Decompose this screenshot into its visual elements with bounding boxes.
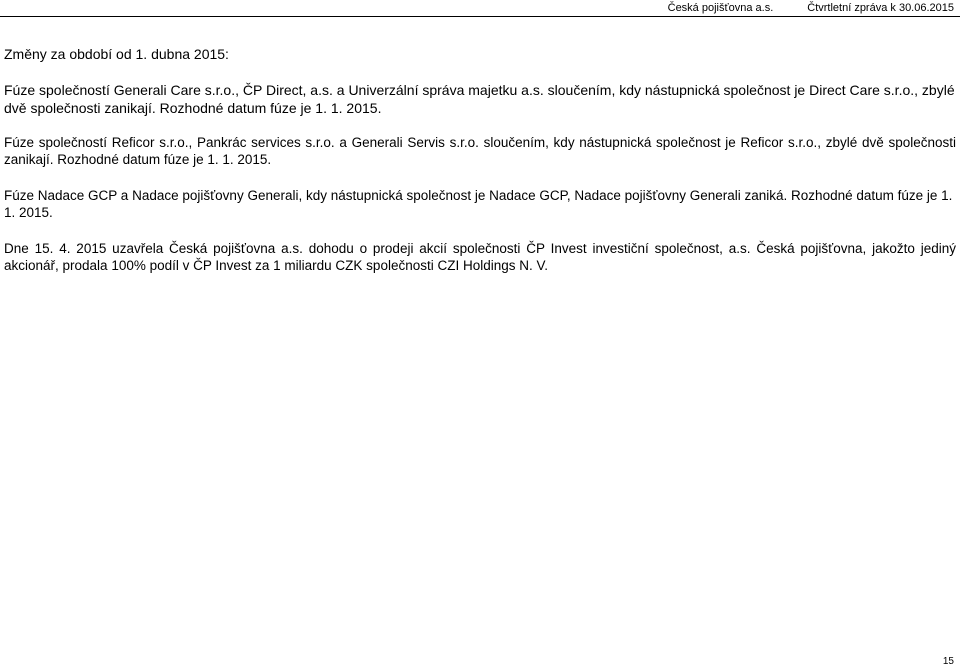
header-divider (0, 16, 960, 17)
header-company: Česká pojišťovna a.s. (667, 2, 774, 14)
section-title: Změny za období od 1. dubna 2015: (4, 46, 229, 62)
paragraph-merger-reficor: Fúze společností Reficor s.r.o., Pankrác services s.r.o. a Generali Servis s.r.o. sloučením, kdy nástupnická společnost je Reficor s.r.o., zbylé dvě společnosti zanikají. Rozhodné datum fúze je 1. 1. 2015. (4, 135, 956, 167)
paragraph-merger-nadace-gcp: Fúze Nadace GCP a Nadace pojišťovny Generali, kdy nástupnická společnost je Nadace GCP, Nadace pojišťovny Generali zaniká. Rozhodné datum fúze je 1. 1. 2015. (4, 188, 953, 220)
page-header (668, 2, 954, 14)
header-report-title: Čtvrtletní zpráva k 30.06.2015 (807, 2, 954, 14)
paragraph-sale-cp-invest: Dne 15. 4. 2015 uzavřela Česká pojišťovna a.s. dohodu o prodeji akcií společnosti ČP Invest investiční společnost, a.s. Česká pojišťovna, jakožto jediný akcionář, prodala 100% podíl v ČP Invest za 1 miliardu CZK společnosti CZI Holdings N. V. (4, 241, 956, 273)
paragraph-merger-direct-care: Fúze společností Generali Care s.r.o., ČP Direct, a.s. a Univerzální správa majetku a.s. sloučením, kdy nástupnická společnost je Direct Care s.r.o., zbylé dvě společnosti zanikají. Rozhodné datum fúze je 1. 1. 2015. (4, 82, 955, 116)
page-number: 15 (942, 656, 954, 667)
